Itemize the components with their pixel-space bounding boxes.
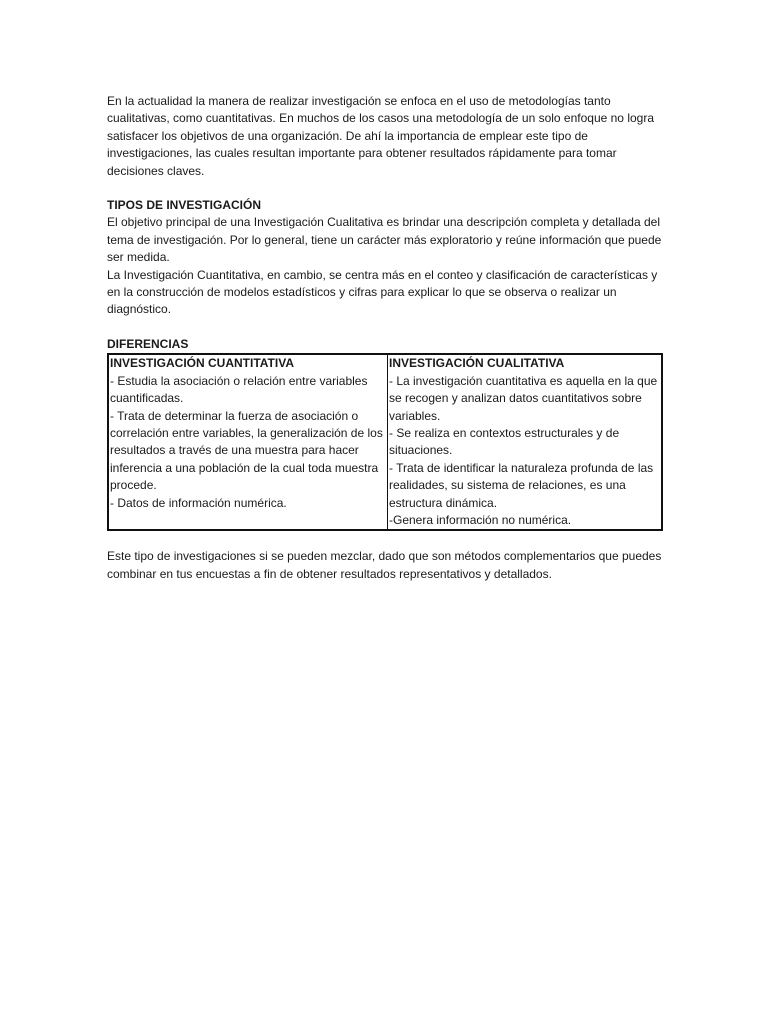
intro-paragraph: En la actualidad la manera de realizar investigación se enfoca en el uso de metodologías tanto cualitativas, como cuantitativas. En muchos de los casos una metodología de un solo enfoque no logra satisfacer los objetivos de una organización. De ahí la importancia de emplear este tipo de investigaciones, las cuales resultan importante para obtener resultados rápidamente para tomar decisiones claves. xyxy=(107,94,655,178)
list-item: - Trata de identificar la naturaleza profunda de las realidades, su sistema de relaciones, es una estructura dinámica. xyxy=(389,460,654,510)
document-page xyxy=(107,93,667,583)
cualitativa-paragraph: El objetivo principal de una Investigación Cualitativa es brindar una descripción completa y detallada del tema de investigación. Por lo general, tiene un carácter más exploratorio y reúne información que puede ser medida. xyxy=(107,215,662,265)
list-item: - Datos de información numérica. xyxy=(110,495,287,510)
spacer xyxy=(107,319,667,336)
cualitativa-cell xyxy=(388,354,663,530)
conclusion-paragraph: Este tipo de investigaciones si se pueden mezclar, dado que son métodos complementarios que puedes combinar en tus encuestas a fin de obtener resultados representativos y detallados. xyxy=(107,549,662,581)
cuantitativa-cell xyxy=(108,354,388,530)
table-row xyxy=(108,354,662,530)
cuantitativa-paragraph: La Investigación Cuantitativa, en cambio, se centra más en el conteo y clasificación de características y en la construcción de modelos estadísticos y cifras para explicar lo que se observa o realizar un diagnóstico. xyxy=(107,267,658,317)
list-item: - Se realiza en contextos estructurales y de situaciones. xyxy=(389,425,620,458)
list-item: - Trata de determinar la fuerza de asociación o correlación entre variables, la generalización de los resultados a través de una muestra para hacer inferencia a una población de la cual toda muestra procede. xyxy=(110,408,383,493)
tipos-heading: TIPOS DE INVESTIGACIÓN xyxy=(107,198,262,213)
list-item: - Estudia la asociación o relación entre variables cuantificadas. xyxy=(110,373,368,406)
cuantitativa-title: INVESTIGACIÓN CUANTITATIVA xyxy=(110,356,294,371)
list-item: - La investigación cuantitativa es aquella en la que se recogen y analizan datos cuantitativos sobre variables. xyxy=(389,373,658,423)
diferencias-heading: DIFERENCIAS xyxy=(107,336,189,351)
list-item: -Genera información no numérica. xyxy=(389,512,572,527)
cualitativa-title: INVESTIGACIÓN CUALITATIVA xyxy=(389,356,565,371)
diferencias-table xyxy=(107,353,663,531)
spacer xyxy=(107,531,667,548)
spacer xyxy=(107,180,667,197)
